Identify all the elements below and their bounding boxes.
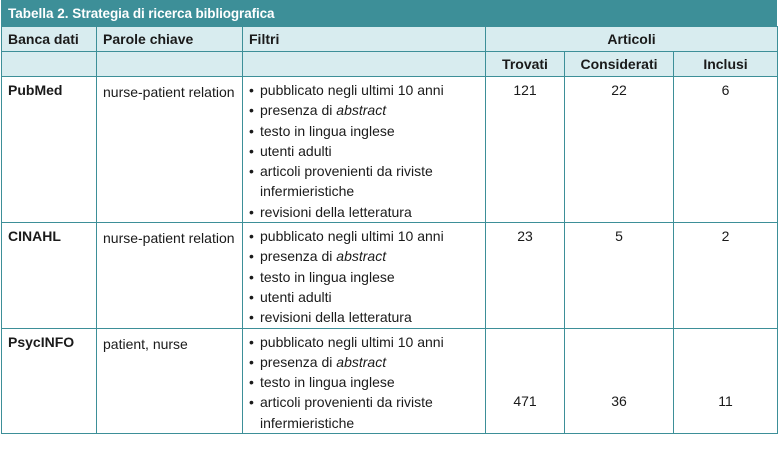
table-row <box>2 328 778 433</box>
table-container <box>1 0 777 434</box>
filter-item: • testo in lingua inglese <box>248 267 479 287</box>
header-database: Banca dati <box>2 27 97 52</box>
found-cell: 23 <box>486 223 565 328</box>
header-considered: Considerati <box>565 52 674 77</box>
filters-list <box>248 332 479 433</box>
included-cell: 11 <box>674 328 778 433</box>
filter-item: • articoli provenienti da riviste infermieristiche <box>248 392 479 433</box>
filters-cell <box>243 328 486 433</box>
keywords-cell: nurse-patient relation <box>97 223 243 328</box>
database-cell: CINAHL <box>2 223 97 328</box>
found-cell: 121 <box>486 77 565 223</box>
filter-item: • articoli provenienti da riviste infermieristiche <box>248 161 479 202</box>
header-blank-3 <box>243 52 486 77</box>
header-filters: Filtri <box>243 27 486 52</box>
header-found: Trovati <box>486 52 565 77</box>
table-row <box>2 77 778 223</box>
filter-item: • pubblicato negli ultimi 10 anni <box>248 80 479 100</box>
filter-item: • presenza di abstract <box>248 100 479 120</box>
filter-item: • presenza di abstract <box>248 246 479 266</box>
considered-cell: 5 <box>565 223 674 328</box>
filter-item: • utenti adulti <box>248 287 479 307</box>
table-number: Tabella 2. <box>8 6 69 21</box>
filter-item: • testo in lingua inglese <box>248 372 479 392</box>
header-blank-1 <box>2 52 97 77</box>
included-cell: 6 <box>674 77 778 223</box>
filters-list <box>248 80 479 222</box>
header-included: Inclusi <box>674 52 778 77</box>
header-keywords: Parole chiave <box>97 27 243 52</box>
filters-cell <box>243 77 486 223</box>
considered-cell: 22 <box>565 77 674 223</box>
filter-item: • pubblicato negli ultimi 10 anni <box>248 332 479 352</box>
database-cell: PubMed <box>2 77 97 223</box>
considered-cell: 36 <box>565 328 674 433</box>
header-row-sub <box>2 52 778 77</box>
filter-item: • utenti adulti <box>248 141 479 161</box>
table-row <box>2 223 778 328</box>
filter-item: • presenza di abstract <box>248 352 479 372</box>
filters-list <box>248 226 479 327</box>
filter-item: • revisioni della letteratura <box>248 307 479 327</box>
database-cell: PsycINFO <box>2 328 97 433</box>
table-caption: Strategia di ricerca bibliografica <box>72 6 275 21</box>
keywords-cell: patient, nurse <box>97 328 243 433</box>
keywords-cell: nurse-patient relation <box>97 77 243 223</box>
filters-cell <box>243 223 486 328</box>
filter-item: • testo in lingua inglese <box>248 121 479 141</box>
table-title <box>1 0 777 26</box>
included-cell: 2 <box>674 223 778 328</box>
filter-item: • revisioni della letteratura <box>248 202 479 222</box>
header-row-main <box>2 27 778 52</box>
search-strategy-table <box>1 26 778 434</box>
header-articles: Articoli <box>486 27 778 52</box>
found-cell: 471 <box>486 328 565 433</box>
filter-item: • pubblicato negli ultimi 10 anni <box>248 226 479 246</box>
header-blank-2 <box>97 52 243 77</box>
